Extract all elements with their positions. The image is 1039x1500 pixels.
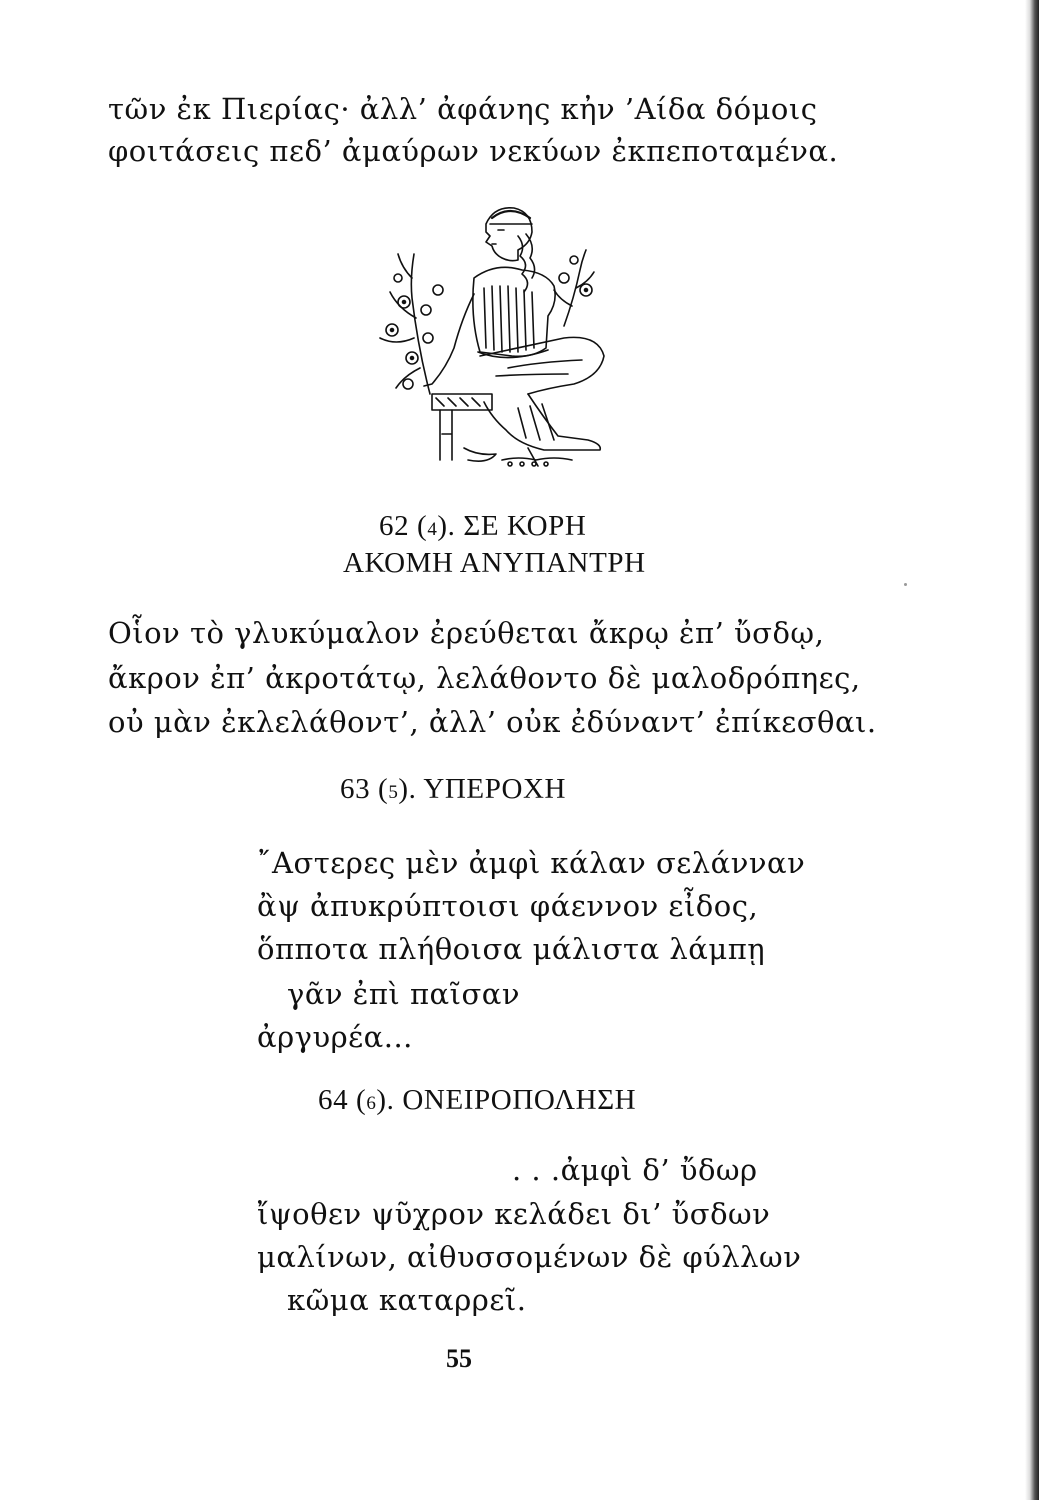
poem-63-line-2: ἂψ ἀπυκρύπτοισι φάεννον εἶδος,: [257, 889, 759, 923]
poem-64-line-4: κῶμα καταρρεῖ.: [287, 1283, 527, 1317]
poem-63-line-3: ὅπποτα πλήθοισα μάλιστα λάμπῃ: [257, 932, 766, 966]
page-number: 55: [446, 1344, 472, 1373]
poem-62-number: 62: [379, 510, 410, 542]
poem-63-title: ΥΠΕΡΟΧΗ: [423, 773, 567, 805]
poem-63-heading: [340, 773, 566, 806]
poem-62-ref: 4: [427, 519, 438, 540]
poem-63-line-5: ἀργυρέα...: [257, 1020, 413, 1054]
poem-62-line-1: Οἷον τὸ γλυκύμαλον ἐρεύθεται ἄκρῳ ἐπ’ ὔσδῳ,: [108, 616, 825, 650]
intro-line-2: φοιτάσεις πεδ’ ἀμαύρων νεκύων ἐκπεποταμένα.: [108, 134, 839, 168]
poem-63-line-1: ῎Αστερες μὲν ἀμφὶ κάλαν σελάνναν: [257, 846, 806, 880]
poem-62-line-3: οὐ μὰν ἐκλελάθοντ’, ἀλλ’ οὐκ ἐδύναντ’ ἐπίκεσθαι.: [108, 705, 877, 739]
scan-speck: [904, 583, 907, 586]
poem-62-heading: [379, 510, 586, 543]
poem-64-heading: [318, 1084, 636, 1117]
scan-page-edge: [1025, 0, 1039, 1500]
poem-63-ref-open: (: [370, 773, 389, 805]
seated-woman-vase-painting-icon: [368, 198, 628, 470]
poem-62-title: ΣΕ ΚΟΡΗ: [463, 510, 587, 542]
poem-63-line-4: γᾶν ἐπὶ παῖσαν: [287, 977, 520, 1011]
poem-64-line-3: μαλίνων, αἰθυσσομένων δὲ φύλλων: [257, 1240, 802, 1274]
poem-64-line-1: . . .ἀμφὶ δ’ ὔδωρ: [512, 1153, 758, 1187]
poem-62-title-line-2: ΑΚΟΜΗ ΑΝΥΠΑΝΤΡΗ: [343, 547, 646, 579]
intro-line-1: τῶν ἐκ Πιερίας· ἀλλ’ ἀφάνης κἠν ’Αίδα δόμοις: [108, 92, 818, 126]
poem-64-number: 64: [318, 1084, 349, 1116]
poem-62-line-2: ἄκρον ἐπ’ ἀκροτάτῳ, λελάθοντο δὲ μαλοδρόπηες,: [108, 661, 861, 695]
poem-62-ref-close: ).: [437, 510, 464, 542]
poem-63-ref-close: ).: [398, 773, 424, 805]
poem-64-ref-close: ).: [376, 1084, 403, 1116]
poem-64-ref-open: (: [348, 1084, 367, 1116]
poem-63-ref: 5: [388, 782, 399, 803]
poem-62-ref-open: (: [409, 510, 428, 542]
poem-64-line-2: ἴψοθεν ψῦχρον κελάδει δι’ ὔσδων: [257, 1197, 771, 1231]
poem-64-title: ΟΝΕΙΡΟΠΟΛΗΣΗ: [402, 1084, 637, 1116]
poem-64-ref: 6: [366, 1093, 377, 1114]
poem-63-number: 63: [340, 773, 371, 805]
